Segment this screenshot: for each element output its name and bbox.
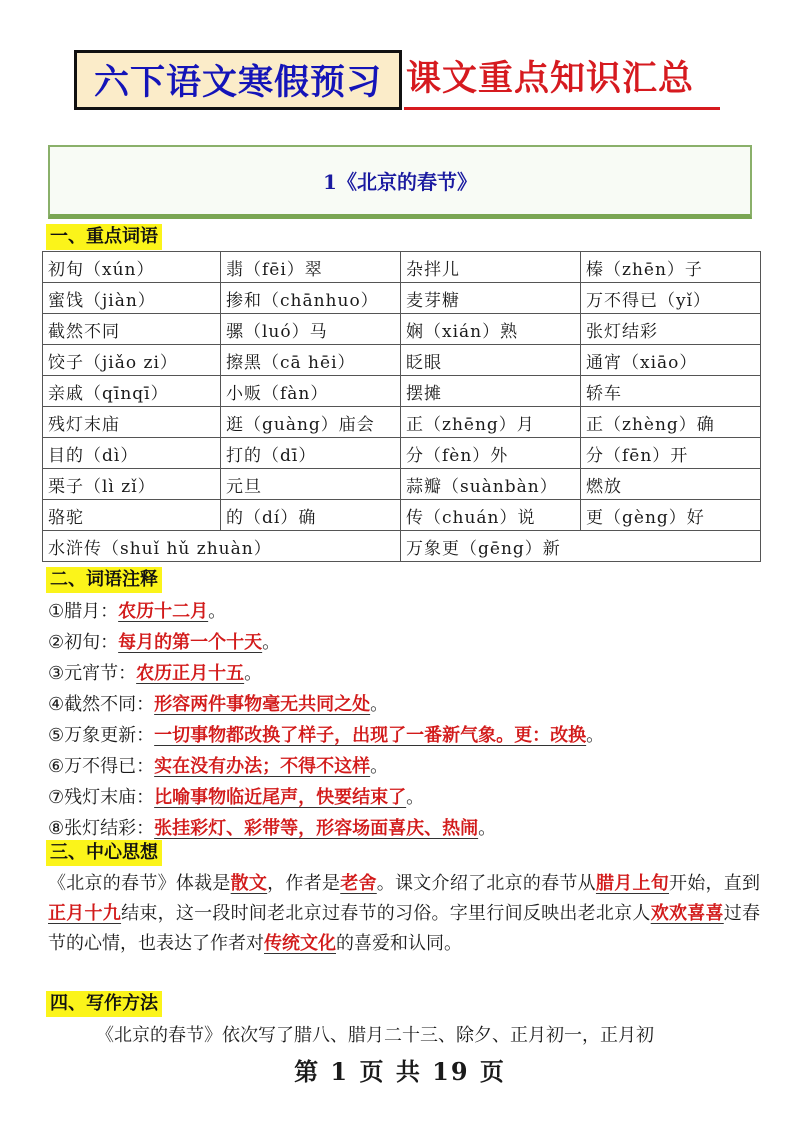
section-heading-annotations: 二、词语注释 bbox=[46, 567, 162, 593]
banner-title-right: 课文重点知识汇总 bbox=[406, 59, 695, 99]
table-cell: 杂拌儿 bbox=[401, 252, 581, 283]
table-row bbox=[43, 500, 761, 531]
central-idea-paragraph bbox=[48, 869, 760, 959]
note-end: 。 bbox=[586, 725, 605, 746]
table-cell: 小贩（fàn） bbox=[221, 376, 401, 407]
note-end: 。 bbox=[370, 694, 389, 715]
table-cell: 娴（xián）熟 bbox=[401, 314, 581, 345]
section-heading-central-idea: 三、中心思想 bbox=[46, 840, 162, 866]
highlight-genre: 散文 bbox=[230, 873, 268, 894]
table-row bbox=[43, 314, 761, 345]
note-end: 。 bbox=[370, 756, 389, 777]
table-cell: 燃放 bbox=[581, 469, 761, 500]
text-run: 开始，直到 bbox=[669, 873, 761, 894]
highlight-culture: 传统文化 bbox=[264, 933, 336, 954]
list-item bbox=[48, 596, 760, 627]
text-run: 。课文介绍了北京的春节从 bbox=[376, 873, 596, 894]
table-cell: 骡（luó）马 bbox=[221, 314, 401, 345]
table-cell: 蒜瓣（suànbàn） bbox=[401, 469, 581, 500]
note-definition: 农历十二月 bbox=[118, 601, 209, 622]
text-run: 的喜爱和认同。 bbox=[336, 933, 462, 954]
highlight-start-date: 腊月上旬 bbox=[595, 873, 669, 894]
note-term: ⑥万不得已： bbox=[48, 756, 155, 777]
table-cell: 通宵（xiāo） bbox=[581, 345, 761, 376]
page-number: 第 1 页 共 19 页 bbox=[294, 1057, 506, 1086]
table-cell: 打的（dī） bbox=[221, 438, 401, 469]
table-row bbox=[43, 407, 761, 438]
list-item bbox=[48, 782, 760, 813]
table-row bbox=[43, 438, 761, 469]
table-row bbox=[43, 469, 761, 500]
table-row bbox=[43, 283, 761, 314]
table-cell: 分（fēn）开 bbox=[581, 438, 761, 469]
table-row bbox=[43, 376, 761, 407]
table-cell: 擦黑（cā hēi） bbox=[221, 345, 401, 376]
list-item bbox=[48, 689, 760, 720]
section-heading-key-words: 一、重点词语 bbox=[46, 224, 162, 250]
note-definition: 农历正月十五 bbox=[136, 663, 245, 684]
note-definition: 一切事物都改换了样子，出现了一番新气象。更：改换 bbox=[154, 725, 587, 746]
table-cell: 截然不同 bbox=[43, 314, 221, 345]
note-definition: 张挂彩灯、彩带等，形容场面喜庆、热闹 bbox=[154, 818, 479, 839]
table-cell: 正（zhèng）确 bbox=[581, 407, 761, 438]
section-heading-writing-method: 四、写作方法 bbox=[46, 991, 162, 1017]
note-term: ⑧张灯结彩： bbox=[48, 818, 155, 839]
banner-underline bbox=[404, 107, 720, 110]
text-run: 《北京的春节》体裁是 bbox=[48, 873, 231, 894]
note-term: ④截然不同： bbox=[48, 694, 155, 715]
note-definition: 形容两件事物毫无共同之处 bbox=[154, 694, 371, 715]
note-end: 。 bbox=[244, 663, 263, 684]
title-banner bbox=[74, 50, 724, 112]
note-term: ②初旬： bbox=[48, 632, 119, 653]
note-term: ①腊月： bbox=[48, 601, 119, 622]
table-cell: 轿车 bbox=[581, 376, 761, 407]
table-cell: 更（gèng）好 bbox=[581, 500, 761, 531]
table-cell: 初旬（xún） bbox=[43, 252, 221, 283]
note-definition: 实在没有办法；不得不这样 bbox=[154, 756, 371, 777]
table-cell: 翡（fēi）翠 bbox=[221, 252, 401, 283]
table-cell: 亲戚（qīnqī） bbox=[43, 376, 221, 407]
table-row bbox=[43, 345, 761, 376]
text-run: 结束，这一段时间老北京过春节的习俗。字里行间反映出老北京人 bbox=[121, 903, 651, 924]
vocab-table bbox=[42, 251, 761, 562]
annotation-list bbox=[48, 596, 760, 844]
table-cell: 掺和（chānhuo） bbox=[221, 283, 401, 314]
table-cell: 眨眼 bbox=[401, 345, 581, 376]
list-item bbox=[48, 658, 760, 689]
table-cell: 骆驼 bbox=[43, 500, 221, 531]
note-end: 。 bbox=[406, 787, 425, 808]
highlight-end-date: 正月十九 bbox=[48, 903, 122, 924]
table-cell: 传（chuán）说 bbox=[401, 500, 581, 531]
table-cell: 蜜饯（jiàn） bbox=[43, 283, 221, 314]
note-end: 。 bbox=[478, 818, 497, 839]
table-cell: 元旦 bbox=[221, 469, 401, 500]
table-cell: 榛（zhēn）子 bbox=[581, 252, 761, 283]
note-definition: 比喻事物临近尾声，快要结束了 bbox=[154, 787, 407, 808]
lesson-title-box bbox=[48, 145, 752, 219]
table-row bbox=[43, 252, 761, 283]
note-end: 。 bbox=[262, 632, 281, 653]
list-item bbox=[48, 627, 760, 658]
note-definition: 每月的第一个十天 bbox=[118, 632, 263, 653]
list-item bbox=[48, 751, 760, 782]
table-cell: 分（fèn）外 bbox=[401, 438, 581, 469]
table-cell: 万不得已（yǐ） bbox=[581, 283, 761, 314]
table-cell: 栗子（lì zǐ） bbox=[43, 469, 221, 500]
highlight-mood: 欢欢喜喜 bbox=[650, 903, 724, 924]
writing-method-paragraph: 《北京的春节》依次写了腊八、腊月二十三、除夕、正月初一，正月初 bbox=[96, 1025, 654, 1046]
note-end: 。 bbox=[208, 601, 227, 622]
table-cell: 的（dí）确 bbox=[221, 500, 401, 531]
banner-title-left: 六下语文寒假预习 bbox=[74, 50, 402, 110]
text-run: ，作者是 bbox=[267, 873, 341, 894]
table-cell: 逛（guàng）庙会 bbox=[221, 407, 401, 438]
lesson-title: 1《北京的春节》 bbox=[323, 170, 477, 194]
note-term: ⑦残灯末庙： bbox=[48, 787, 155, 808]
highlight-author: 老舍 bbox=[340, 873, 377, 894]
table-row bbox=[43, 531, 761, 562]
table-cell: 万象更（gēng）新 bbox=[401, 531, 761, 562]
table-cell: 张灯结彩 bbox=[581, 314, 761, 345]
table-cell: 残灯末庙 bbox=[43, 407, 221, 438]
note-term: ⑤万象更新： bbox=[48, 725, 155, 746]
table-cell: 水浒传（shuǐ hǔ zhuàn） bbox=[43, 531, 401, 562]
table-cell: 正（zhēng）月 bbox=[401, 407, 581, 438]
table-cell: 目的（dì） bbox=[43, 438, 221, 469]
note-term: ③元宵节： bbox=[48, 663, 137, 684]
table-cell: 饺子（jiǎo zi） bbox=[43, 345, 221, 376]
table-cell: 麦芽糖 bbox=[401, 283, 581, 314]
text-run: 过春节的心情，也表达了作者对 bbox=[48, 903, 761, 954]
table-cell: 摆摊 bbox=[401, 376, 581, 407]
list-item bbox=[48, 720, 760, 751]
